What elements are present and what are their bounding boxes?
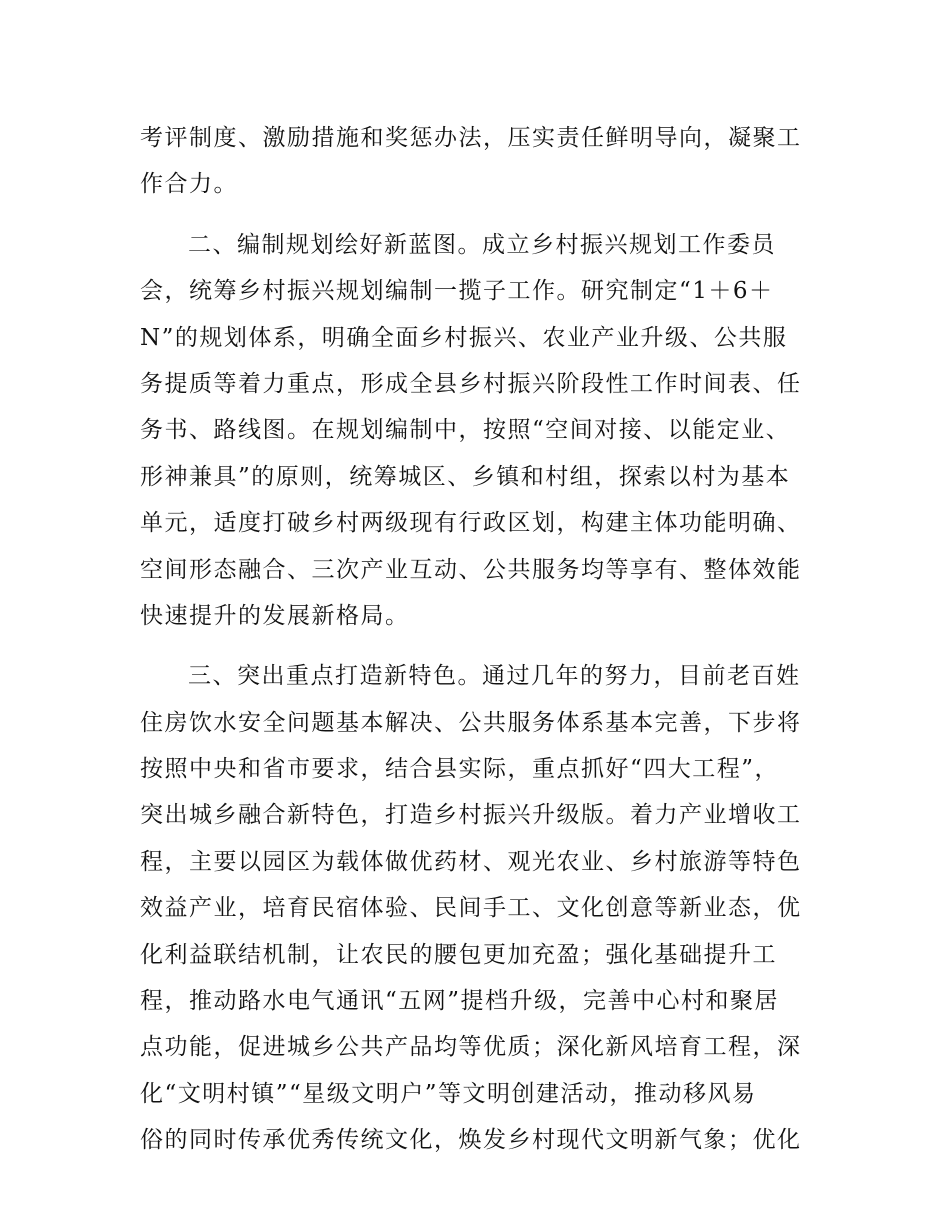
text-line: 会，统筹乡村振兴规划编制一揽子工作。研究制定“1＋6＋ (140, 278, 774, 305)
paragraph-heading-line: 三、突出重点打造新特色。通过几年的努力，目前老百姓 (188, 663, 801, 690)
document-body (140, 115, 810, 1164)
text-line: 按照中央和省市要求，结合县实际，重点抓好“四大工程”， (140, 756, 780, 783)
text-line: 程，推动路水电气通讯“五网”提档升级，完善中心村和聚居 (140, 988, 780, 1015)
paragraph-planning (140, 222, 810, 640)
text-line: 突出城乡融合新特色，打造乡村振兴升级版。着力产业增收工 (140, 802, 802, 829)
paragraph-features (140, 653, 810, 1163)
text-line: 务提质等着力重点，形成全县乡村振兴阶段性工作时间表、任 (140, 370, 802, 397)
text-line: 考评制度、激励措施和奖惩办法，压实责任鲜明导向，凝聚工 (140, 125, 802, 151)
text-line: 快速提升的发展新格局。 (140, 602, 410, 629)
text-line: 点功能，促进城乡公共产品均等优质；深化新风培育工程，深 (140, 1034, 802, 1061)
text-line: 效益产业，培育民宿体验、民间手工、文化创意等新业态，优 (140, 895, 802, 922)
text-line: 化“文明村镇”“星级文明户”等文明创建活动，推动移风易 (140, 1080, 757, 1107)
text-line: N”的规划体系，明确全面乡村振兴、农业产业升级、公共服 (140, 324, 788, 351)
text-line: 程，主要以园区为载体做优药材、观光农业、乡村旅游等特色 (140, 848, 802, 875)
text-line: 作合力。 (140, 171, 238, 198)
text-line: 务书、路线图。在规划编制中，按照“空间对接、以能定业、 (140, 417, 791, 444)
text-line: 空间形态融合、三次产业互动、公共服务均等享有、整体效能 (140, 556, 802, 583)
text-line: 化利益联结机制，让农民的腰包更加充盈；强化基础提升工 (140, 941, 777, 968)
paragraph-continuation (140, 115, 810, 208)
text-line: 形神兼具”的原则，统筹城区、乡镇和村组，探索以村为基本 (140, 463, 791, 490)
text-line: 住房饮水安全问题基本解决、公共服务体系基本完善，下步将 (140, 709, 802, 736)
text-line: 单元，适度打破乡村两级现有行政区划，构建主体功能明确、 (140, 510, 802, 537)
text-line: 俗的同时传承优秀传统文化，焕发乡村现代文明新气象；优化 (140, 1127, 802, 1154)
paragraph-heading-line: 二、编制规划绘好新蓝图。成立乡村振兴规划工作委员 (188, 231, 776, 258)
